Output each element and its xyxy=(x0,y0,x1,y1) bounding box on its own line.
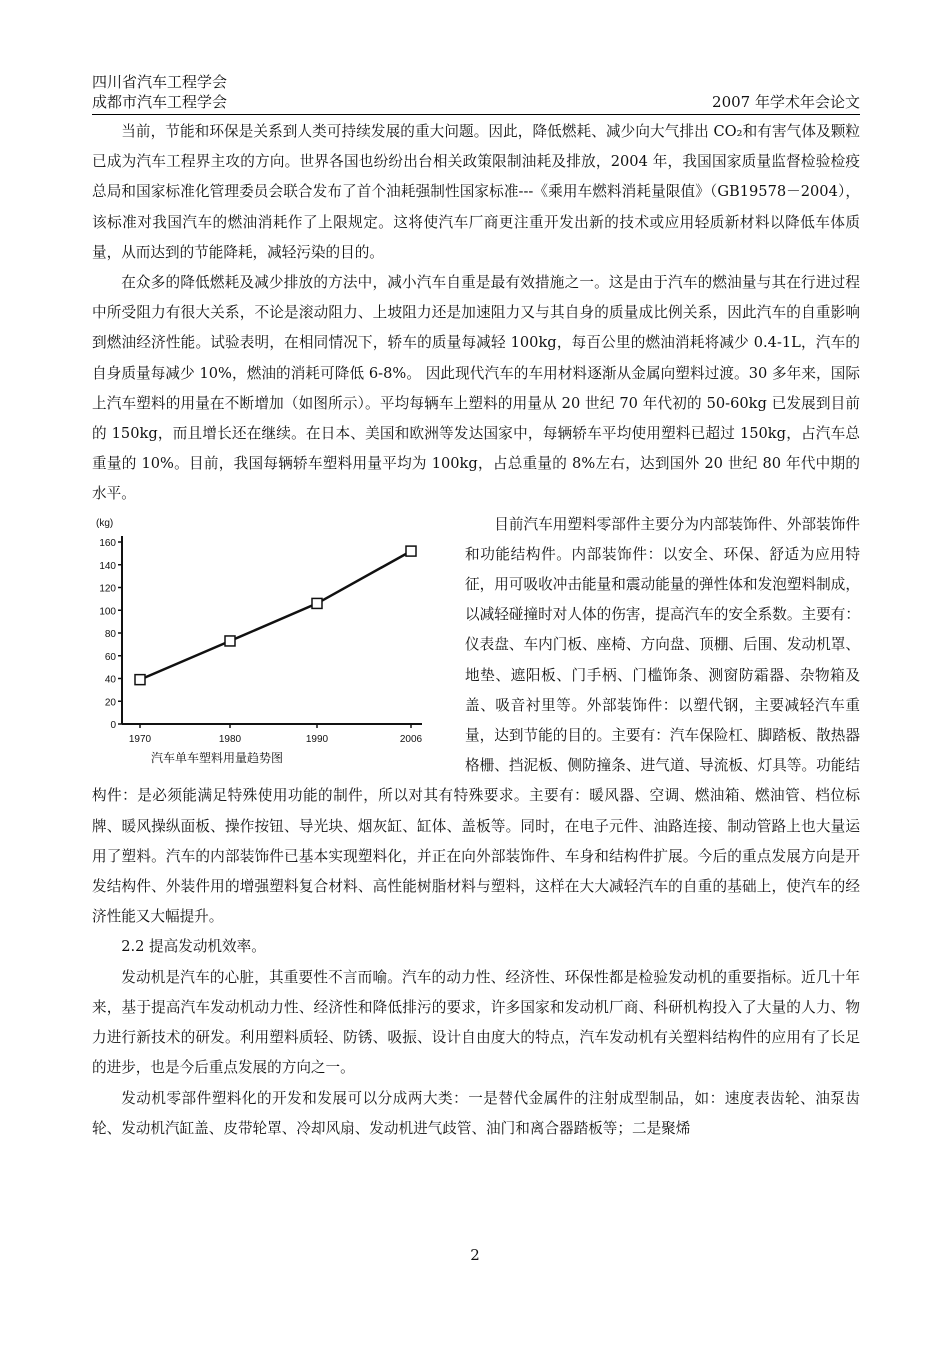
chart-title: 汽车单车塑料用量趋势图 xyxy=(150,750,284,765)
data-point xyxy=(225,636,235,646)
y-tick-label: 20 xyxy=(104,696,116,708)
y-tick-label: 140 xyxy=(99,560,116,572)
x-tick-label: 2006 xyxy=(399,733,423,745)
section-heading: 2.2 提高发动机效率。 xyxy=(121,938,266,956)
header-society-sichuan: 四川省汽车工程学会 xyxy=(92,73,228,91)
y-tick-label: 160 xyxy=(99,537,116,549)
y-tick-label: 60 xyxy=(104,651,116,663)
header-row xyxy=(92,92,860,115)
y-axis-unit-label: (kg) xyxy=(96,517,114,529)
y-tick-label: 120 xyxy=(99,583,116,595)
plastic-usage-chart xyxy=(92,514,447,776)
series-line xyxy=(140,551,411,680)
paragraph-1: 当前，节能和环保是关系到人类可持续发展的重大问题。因此，降低燃耗、减少向大气排出 CO₂和有害气体及颗粒已成为汽车工程界主攻的方向。世界各国也纷纷出台相关政策限制油耗及排放，2004 年，我国国家质量监督检验检疫总局和国家标准化管理委员会联合发布了首个油耗强制性国家标准---《乘用车燃料消耗量限值》（GB19578－2004），该标准对我国汽车的燃油消耗作了上限规定。这将使汽车厂商更注重开发出新的技术或应用轻质新材料以降低车体质量，从而达到的节能降耗，减轻污染的目的。 xyxy=(92,123,860,261)
paragraph-3: 目前汽车用塑料零部件主要分为内部装饰件、外部装饰件和功能结构件。内部装饰件：以安全、环保、舒适为应用特征，用可吸收冲击能量和震动能量的弹性体和发泡塑料制成，以减轻碰撞时对人体的伤害，提高汽车的安全系数。主要有：仪表盘、车内门板、座椅、方向盘、顶棚、后围、发动机罩、地垫、遮阳板、门手柄、门槛饰条、测窗防霜器、杂物箱及盖、吸音衬里等。外部装饰件：以塑代钢，主要减轻汽车重量，达到节能的目的。主要有：汽车保险杠、脚踏板、散热器格栅、挡泥板、侧防撞条、进气道、导流板、灯具等。功能结构件：是必须能满足特殊使用功能的制件，所以对其有特殊要求。主要有：暖风器、空调、燃油箱、燃油管、档位标牌、暖风操纵面板、操作按钮、导光块、烟灰缸、缸体、盖板等。同时，在电子元件、油路连接、制动管路上也大量运用了塑料。汽车的内部装饰件已基本实现塑料化，并正在向外部装饰件、车身和结构件扩展。今后的重点发展方向是开发结构件、外装件用的增强塑料复合材料、高性能树脂材料与塑料，这样在大大减轻汽车的自重的基础上，使汽车的经济性能又大幅提升。 xyxy=(92,515,860,926)
plastic-usage-figure xyxy=(92,514,447,776)
y-tick-label: 100 xyxy=(99,605,116,617)
x-tick-label: 1970 xyxy=(128,733,152,745)
data-point xyxy=(312,598,322,608)
header-society-chengdu: 成都市汽车工程学会 xyxy=(92,93,228,111)
x-tick-label: 1990 xyxy=(305,733,329,745)
x-tick-label: 1980 xyxy=(218,733,242,745)
header-conference: 2007 年学术年会论文 xyxy=(712,93,860,111)
data-point xyxy=(135,674,145,684)
paragraph-4: 发动机是汽车的心脏，其重要性不言而喻。汽车的动力性、经济性、环保性都是检验发动机的重要指标。近几十年来，基于提高汽车发动机动力性、经济性和降低排污的要求，许多国家和发动机厂商、科研机构投入了大量的人力、物力进行新技术的研发。利用塑料质轻、防锈、吸振、设计自由度大的特点，汽车发动机有关塑料结构件的应用有了长足的进步，也是今后重点发展的方向之一。 xyxy=(92,968,860,1077)
y-tick-label: 0 xyxy=(110,719,116,731)
page-number: 2 xyxy=(470,1246,480,1264)
y-tick-label: 40 xyxy=(104,674,116,686)
data-point xyxy=(406,546,416,556)
page-header xyxy=(92,72,860,115)
article-body xyxy=(92,117,860,1144)
y-tick-label: 80 xyxy=(104,628,116,640)
paragraph-5: 发动机零部件塑料化的开发和发展可以分成两大类：一是替代金属件的注射成型制品，如：速度表齿轮、油泵齿轮、发动机汽缸盖、皮带轮罩、冷却风扇、发动机进气歧管、油门和离合器踏板等；二是聚烯 xyxy=(92,1089,860,1137)
paragraph-2: 在众多的降低燃耗及减少排放的方法中，减小汽车自重是最有效措施之一。这是由于汽车的燃油量与其在行进过程中所受阻力有很大关系，不论是滚动阻力、上坡阻力还是加速阻力又与其自身的质量成比例关系，因此汽车的自重影响到燃油经济性能。试验表明，在相同情况下，轿车的质量每减轻 100kg，每百公里的燃油消耗将减少 0.4-1L，汽车的自身质量每减少 10%，燃油的消耗可降低 6-8%。 因此现代汽车的车用材料逐渐从金属向塑料过渡。30 多年来，国际上汽车塑料的用量在不断增加（如图所示）。平均每辆车上塑料的用量从 20 世纪 70 年代初的 50-60kg 已发展到目前的 150kg，而且增长还在继续。在日本、美国和欧洲等发达国家中，每辆轿车平均使用塑料已超过 150kg，占汽车总重量的 10%。目前，我国每辆轿车塑料用量平均为 100kg，占总重量的 8%左右，达到国外 20 世纪 80 年代中期的水平。 xyxy=(92,274,860,503)
